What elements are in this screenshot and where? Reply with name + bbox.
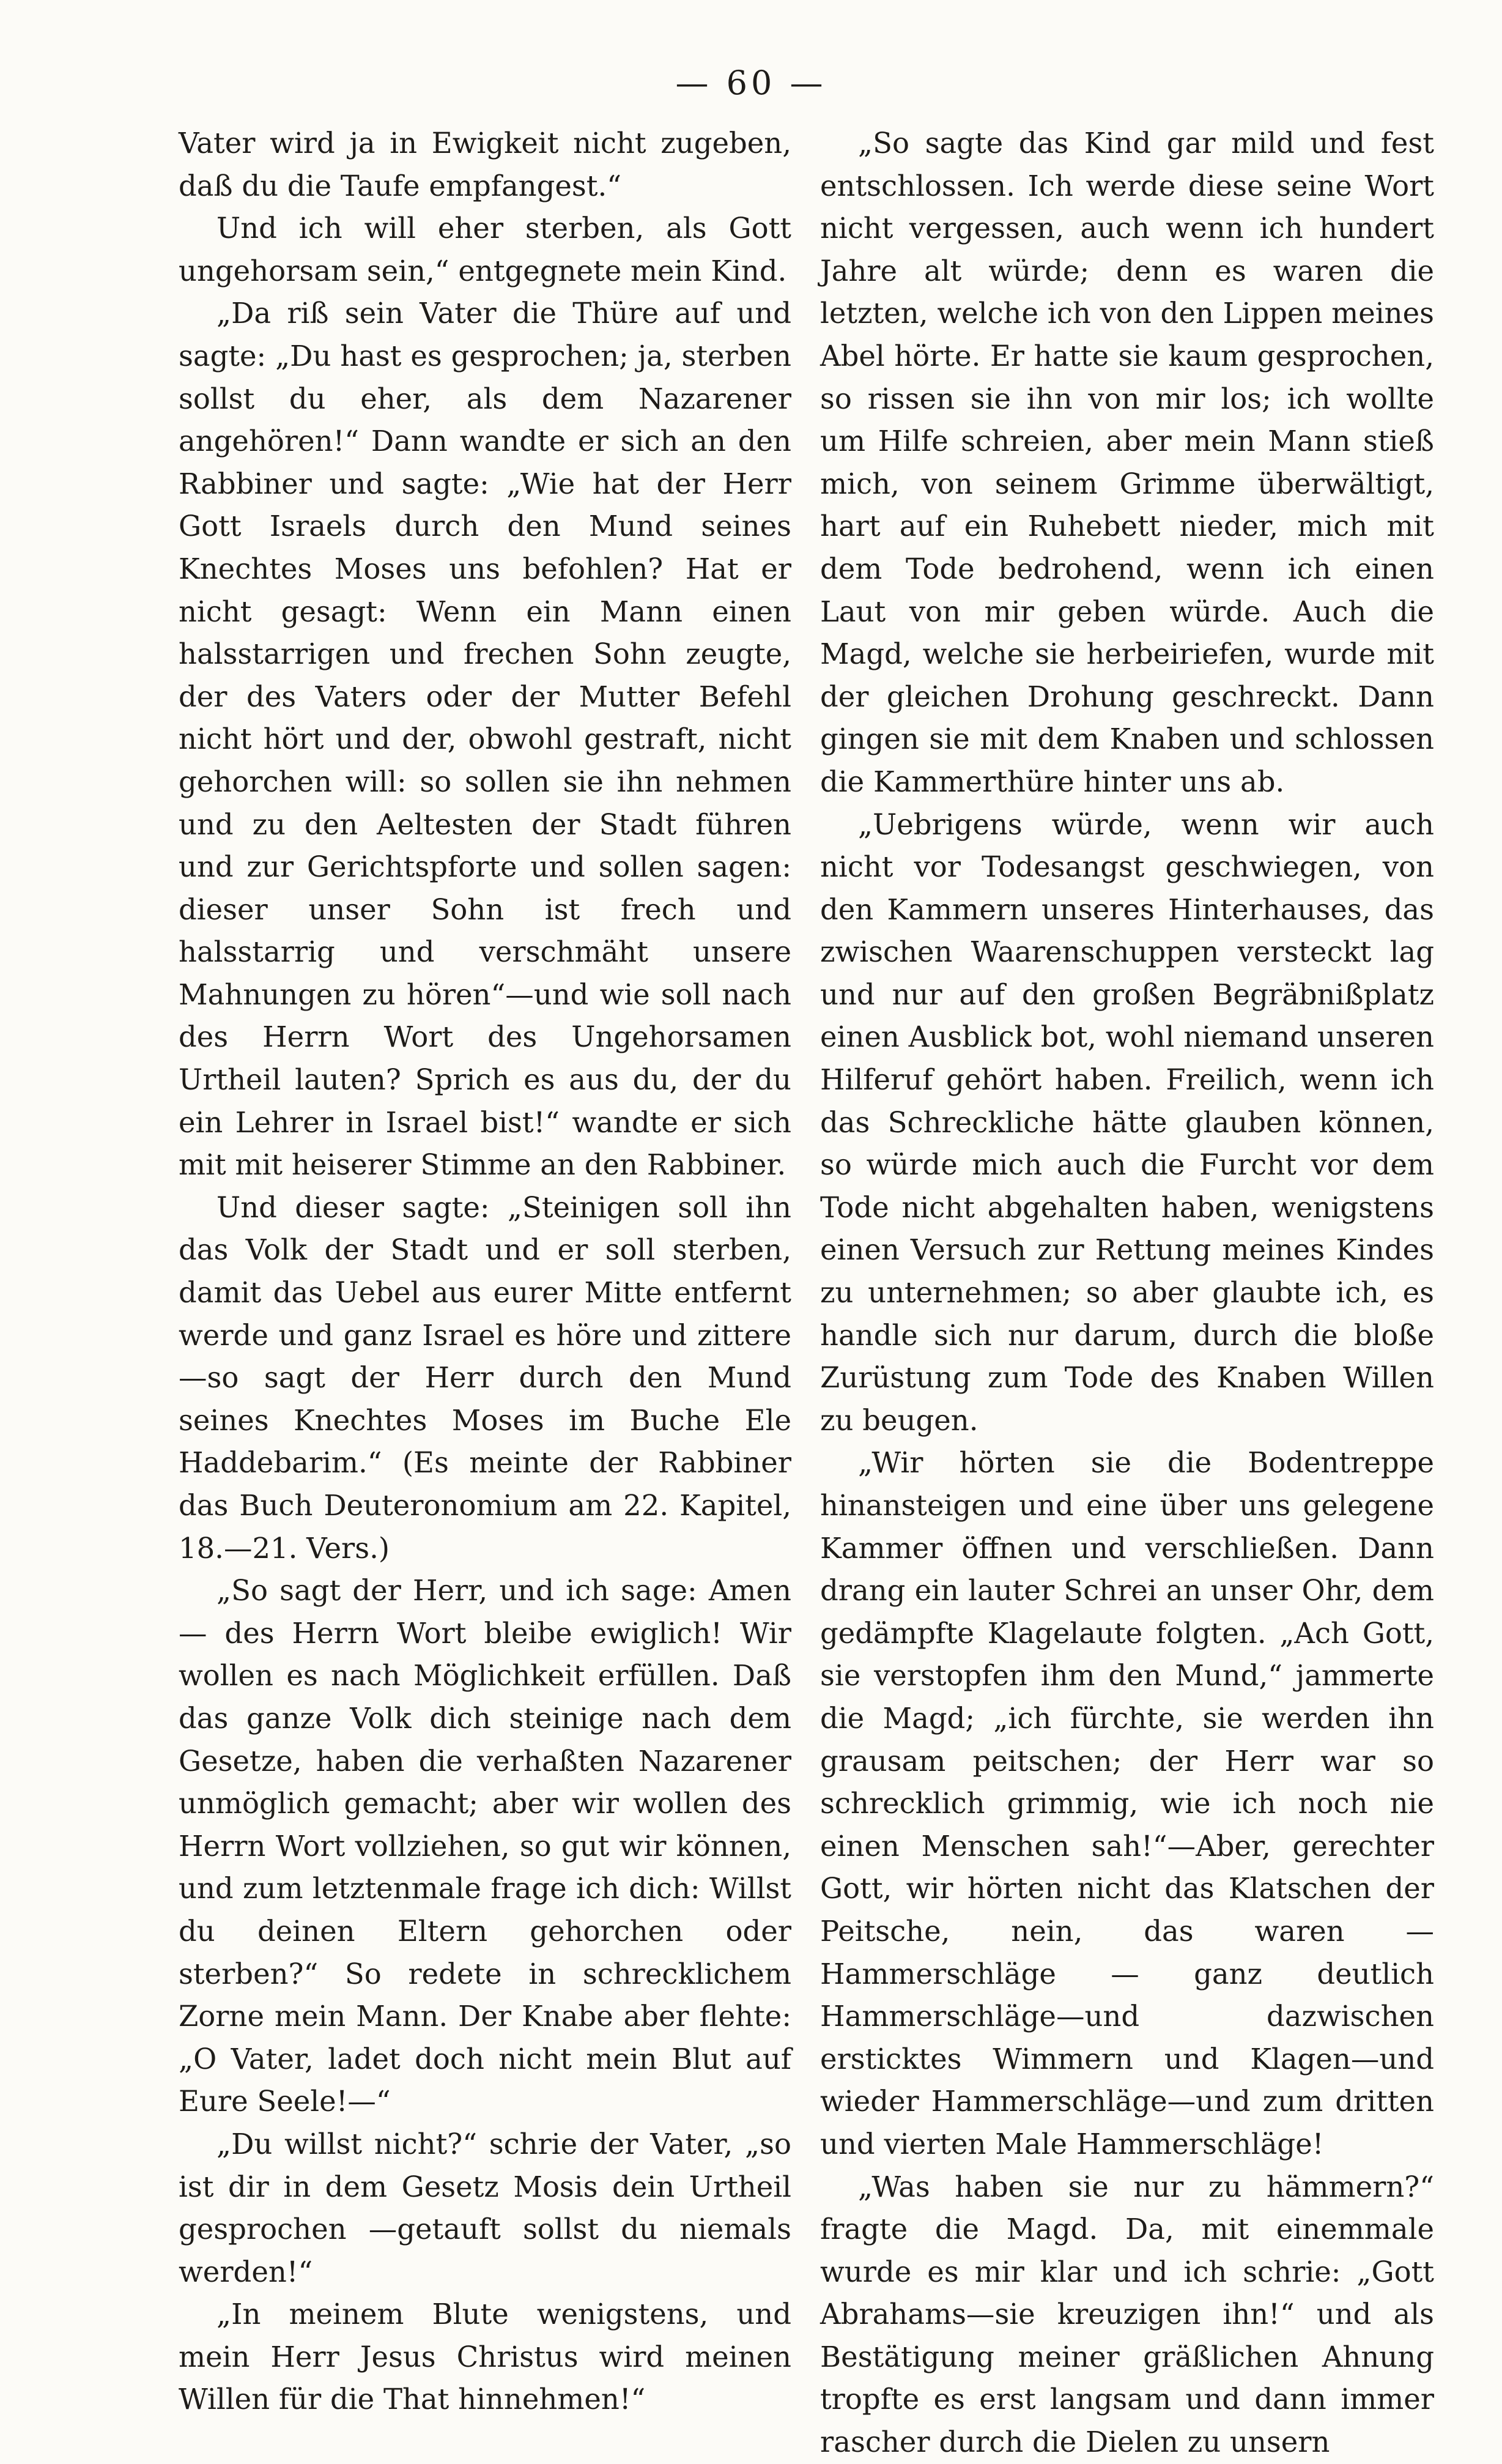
paragraph: Und ich will eher sterben, als Gott ungehorsam sein,“ entgegnete mein Kind. xyxy=(179,212,791,288)
paragraph: „Was haben sie nur zu hämmern?“ fragte die Magd. Da, mit einemmale wurde es mir klar und ich schrie: „Gott Abrahams—sie kreuzigen ihn!“ und als Bestätigung meiner gräßlichen Ahnung tropfte es erst langsam und dann immer rascher durch die Dielen zu unsern xyxy=(820,2170,1434,2459)
paragraph: Vater wird ja in Ewigkeit nicht zugeben, daß du die Taufe empfangest.“ xyxy=(179,127,791,202)
paragraph: „Du willst nicht?“ schrie der Vater, „so ist dir in dem Gesetz Mosis dein Urtheil gesprochen —getauft sollst du niemals werden!“ xyxy=(179,2127,791,2288)
paragraph: Und dieser sagte: „Steinigen soll ihn das Volk der Stadt und er soll sterben, damit das Uebel aus eurer Mitte entfernt werde und ganz Israel es höre und zittere—so sagt der Herr durch den Mund seines Knechtes Moses im Buche Ele Haddebarim.“ (Es meinte der Rabbiner das Buch Deuteronomium am 22. Kapitel, 18.—21. Vers.) xyxy=(179,1190,791,1565)
paragraph: „So sagt der Herr, und ich sage: Amen— des Herrn Wort bleibe ewiglich! Wir wollen es nach Möglichkeit erfüllen. Daß das ganze Volk dich steinige nach dem Gesetze, haben die verhaßten Nazarener unmöglich gemacht; aber wir wollen des Herrn Wort vollziehen, so gut wir können, und zum letztenmale frage ich dich: Willst du deinen Eltern gehorchen oder sterben?“ So redete in schrecklichem Zorne mein Mann. Der Knabe aber flehte: „O Vater, ladet doch nicht mein Blut auf Eure Seele!—“ xyxy=(179,1574,791,2118)
page-number: — 60 — xyxy=(675,64,827,102)
paragraph: „Uebrigens würde, wenn wir auch nicht vor Todesangst geschwiegen, von den Kammern unseres Hinterhauses, das zwischen Waarenschuppen versteckt lag und nur auf den großen Begräbnißplatz einen Ausblick bot, wohl niemand unseren Hilferuf gehört haben. Freilich, wenn ich das Schreckliche hätte glauben können, so würde mich auch die Furcht vor dem Tode nicht abgehalten haben, wenigstens einen Versuch zur Rettung meines Kindes zu unternehmen; so aber glaubte ich, es handle sich nur darum, durch die bloße Zurüstung zum Tode des Knaben Willen zu beugen. xyxy=(820,807,1434,1437)
paragraph: „So sagte das Kind gar mild und fest entschlossen. Ich werde diese seine Wort nicht vergessen, auch wenn ich hundert Jahre alt würde; denn es waren die letzten, welche ich von den Lippen meines Abel hörte. Er hatte sie kaum gesprochen, so rissen sie ihn von mir los; ich wollte um Hilfe schreien, aber mein Mann stieß mich, von seinem Grimme überwältigt, hart auf ein Ruhebett nieder, mich mit dem Tode bedrohend, wenn ich einen Laut von mir geben würde. Auch die Magd, welche sie herbeiriefen, wurde mit der gleichen Drohung geschreckt. Dann gingen sie mit dem Knaben und schlossen die Kammerthüre hinter uns ab. xyxy=(820,127,1434,798)
paragraph: „In meinem Blute wenigstens, und mein Herr Jesus Christus wird meinen Willen für die That hinnehmen!“ xyxy=(179,2298,791,2416)
left-column xyxy=(179,122,791,2421)
right-column xyxy=(820,122,1434,2464)
paragraph: „Wir hörten sie die Bodentreppe hinansteigen und eine über uns gelegene Kammer öffnen und verschließen. Dann drang ein lauter Schrei an unser Ohr, dem gedämpfte Klagelaute folgten. „Ach Gott, sie verstopfen ihm den Mund,“ jammerte die Magd; „ich fürchte, sie werden ihn grausam peitschen; der Herr war so schrecklich grimmig, wie ich noch nie einen Menschen sah!“—Aber, gerechter Gott, wir hörten nicht das Klatschen der Peitsche, nein, das waren — Hammerschläge — ganz deutlich Hammerschläge—und dazwischen ersticktes Wimmern und Klagen—und wieder Hammerschläge—und zum dritten und vierten Male Hammerschläge! xyxy=(820,1446,1434,2161)
paragraph: „Da riß sein Vater die Thüre auf und sagte: „Du hast es gesprochen; ja, sterben sollst du eher, als dem Nazarener angehören!“ Dann wandte er sich an den Rabbiner und sagte: „Wie hat der Herr Gott Israels durch den Mund seines Knechtes Moses uns befohlen? Hat er nicht gesagt: Wenn ein Mann einen halsstarrigen und frechen Sohn zeugte, der des Vaters oder der Mutter Befehl nicht hört und der, obwohl gestraft, nicht gehorchen will: so sollen sie ihn nehmen und zu den Aeltesten der Stadt führen und zur Gerichtspforte und sollen sagen: dieser unser Sohn ist frech und halsstarrig und verschmäht unsere Mahnungen zu hören“—und wie soll nach des Herrn Wort des Ungehorsamen Urtheil lauten? Sprich es aus du, der du ein Lehrer in Israel bist!“ wandte er sich mit mit heiserer Stimme an den Rabbiner. xyxy=(179,297,791,1182)
